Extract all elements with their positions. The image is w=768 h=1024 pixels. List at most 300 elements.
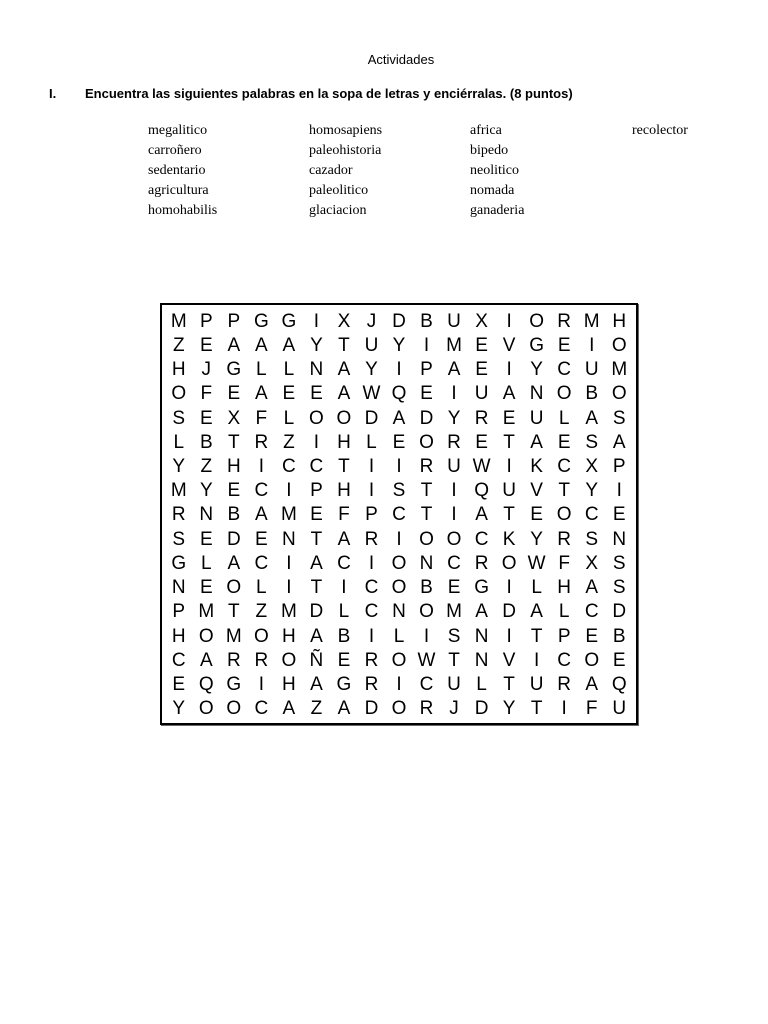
grid-letter[interactable]: E: [199, 528, 213, 550]
grid-letter[interactable]: U: [584, 359, 599, 381]
grid-letter[interactable]: Q: [198, 674, 214, 696]
grid-letter[interactable]: I: [313, 431, 320, 453]
grid-letter[interactable]: R: [557, 310, 572, 332]
grid-letter[interactable]: U: [364, 334, 379, 356]
grid-letter[interactable]: A: [282, 334, 296, 356]
grid-letter[interactable]: O: [611, 334, 627, 356]
grid-letter[interactable]: A: [255, 504, 268, 526]
grid-letter[interactable]: R: [226, 649, 241, 671]
grid-letter[interactable]: T: [503, 674, 515, 696]
grid-letter[interactable]: M: [280, 504, 297, 526]
grid-letter[interactable]: L: [531, 577, 542, 599]
grid-letter[interactable]: O: [529, 310, 545, 332]
grid-letter[interactable]: K: [530, 456, 543, 478]
grid-letter[interactable]: I: [423, 625, 430, 647]
grid-letter[interactable]: S: [172, 407, 186, 429]
grid-letter[interactable]: M: [583, 310, 600, 332]
grid-letter[interactable]: N: [282, 528, 296, 550]
grid-letter[interactable]: Y: [172, 698, 186, 720]
grid-letter[interactable]: P: [227, 310, 241, 332]
grid-letter[interactable]: C: [474, 528, 489, 550]
grid-letter[interactable]: A: [337, 359, 351, 381]
grid-letter[interactable]: M: [198, 601, 215, 623]
grid-letter[interactable]: Z: [255, 601, 268, 623]
grid-letter[interactable]: I: [286, 577, 292, 599]
grid-letter[interactable]: P: [365, 504, 378, 526]
grid-letter[interactable]: I: [534, 649, 540, 671]
grid-letter[interactable]: B: [612, 625, 626, 647]
grid-letter[interactable]: G: [253, 310, 269, 332]
grid-letter[interactable]: T: [228, 601, 240, 623]
grid-letter[interactable]: U: [529, 674, 544, 696]
grid-letter[interactable]: R: [171, 504, 186, 526]
grid-letter[interactable]: W: [472, 456, 491, 478]
grid-letter[interactable]: X: [337, 310, 351, 332]
grid-letter[interactable]: C: [584, 504, 599, 526]
grid-letter[interactable]: I: [258, 456, 264, 478]
grid-letter[interactable]: X: [585, 456, 599, 478]
grid-letter[interactable]: Q: [474, 480, 489, 502]
grid-letter[interactable]: G: [281, 310, 297, 332]
grid-letter[interactable]: A: [502, 383, 516, 405]
grid-letter[interactable]: F: [255, 407, 268, 429]
grid-letter[interactable]: I: [451, 383, 457, 405]
grid-letter[interactable]: U: [474, 383, 489, 405]
grid-letter[interactable]: O: [226, 577, 242, 599]
grid-letter[interactable]: E: [199, 407, 213, 429]
grid-letter[interactable]: Y: [447, 407, 461, 429]
grid-letter[interactable]: I: [561, 698, 567, 720]
word-list-item: glaciacion: [309, 203, 367, 218]
grid-letter[interactable]: R: [254, 431, 269, 453]
grid-letter[interactable]: M: [446, 601, 462, 623]
grid-letter[interactable]: B: [420, 577, 433, 599]
grid-letter[interactable]: P: [310, 480, 323, 502]
grid-letter[interactable]: A: [227, 552, 241, 574]
grid-letter[interactable]: E: [557, 334, 571, 356]
grid-letter[interactable]: I: [589, 334, 595, 356]
grid-letter[interactable]: H: [557, 577, 572, 599]
grid-letter[interactable]: A: [530, 601, 543, 623]
grid-letter[interactable]: G: [171, 552, 187, 574]
grid-letter[interactable]: X: [227, 407, 241, 429]
grid-letter[interactable]: A: [310, 625, 323, 647]
grid-letter[interactable]: N: [171, 577, 186, 599]
page-title: Actividades: [367, 52, 435, 67]
grid-letter[interactable]: O: [446, 528, 462, 550]
grid-letter[interactable]: J: [366, 310, 377, 332]
grid-letter[interactable]: Z: [283, 431, 295, 453]
grid-letter[interactable]: E: [475, 359, 488, 381]
grid-letter[interactable]: O: [336, 407, 352, 429]
grid-letter[interactable]: T: [420, 480, 433, 502]
grid-letter[interactable]: E: [310, 383, 323, 405]
grid-letter[interactable]: C: [584, 601, 599, 623]
grid-letter[interactable]: Y: [199, 480, 213, 502]
grid-letter[interactable]: I: [506, 577, 512, 599]
word-list-item: sedentario: [148, 163, 206, 178]
grid-letter[interactable]: E: [392, 431, 406, 453]
grid-letter[interactable]: S: [612, 407, 626, 429]
grid-letter[interactable]: L: [283, 407, 295, 429]
grid-letter[interactable]: E: [255, 528, 268, 550]
grid-letter[interactable]: W: [417, 649, 436, 671]
grid-letter[interactable]: L: [256, 359, 267, 381]
grid-letter[interactable]: Q: [391, 383, 407, 405]
grid-letter[interactable]: A: [199, 649, 213, 671]
grid-letter[interactable]: C: [364, 601, 379, 623]
grid-letter[interactable]: D: [226, 528, 241, 550]
grid-letter[interactable]: R: [447, 431, 461, 453]
grid-letter[interactable]: S: [585, 528, 599, 550]
grid-letter[interactable]: Z: [200, 456, 213, 478]
grid-letter[interactable]: A: [585, 577, 599, 599]
grid-letter[interactable]: C: [447, 552, 461, 574]
word-list-item: neolitico: [470, 163, 519, 178]
grid-letter[interactable]: P: [557, 625, 571, 647]
grid-letter[interactable]: H: [282, 674, 296, 696]
grid-letter[interactable]: C: [392, 504, 406, 526]
grid-letter[interactable]: E: [227, 383, 241, 405]
grid-letter[interactable]: O: [556, 504, 572, 526]
grid-letter[interactable]: L: [393, 625, 405, 647]
grid-letter[interactable]: L: [256, 577, 267, 599]
grid-letter[interactable]: I: [423, 334, 430, 356]
grid-letter[interactable]: H: [282, 625, 296, 647]
grid-letter[interactable]: R: [474, 407, 489, 429]
grid-letter[interactable]: C: [557, 649, 572, 671]
grid-letter[interactable]: C: [364, 577, 379, 599]
grid-letter[interactable]: A: [310, 674, 323, 696]
word-search-grid: [160, 303, 638, 725]
grid-letter[interactable]: C: [254, 698, 269, 720]
grid-letter[interactable]: H: [171, 359, 186, 381]
grid-letter[interactable]: G: [226, 359, 242, 381]
grid-letter[interactable]: A: [282, 698, 296, 720]
grid-letter[interactable]: Y: [310, 334, 323, 356]
grid-letter[interactable]: J: [201, 359, 212, 381]
grid-letter[interactable]: D: [309, 601, 324, 623]
grid-letter[interactable]: P: [420, 359, 433, 381]
grid-letter[interactable]: F: [200, 383, 213, 405]
grid-letter[interactable]: E: [502, 407, 516, 429]
grid-letter[interactable]: E: [612, 649, 626, 671]
grid-letter[interactable]: A: [337, 698, 351, 720]
grid-letter[interactable]: L: [476, 674, 487, 696]
grid-letter[interactable]: E: [199, 334, 213, 356]
grid-letter[interactable]: G: [529, 334, 545, 356]
grid-letter[interactable]: E: [282, 383, 296, 405]
grid-letter[interactable]: Y: [585, 480, 599, 502]
grid-letter[interactable]: M: [170, 310, 187, 332]
grid-letter[interactable]: O: [501, 552, 517, 574]
grid-letter[interactable]: E: [199, 577, 213, 599]
grid-letter[interactable]: S: [392, 480, 406, 502]
grid-letter[interactable]: N: [392, 601, 406, 623]
grid-letter[interactable]: O: [611, 383, 627, 405]
grid-letter[interactable]: I: [506, 310, 512, 332]
grid-letter[interactable]: W: [527, 552, 546, 574]
grid-letter[interactable]: E: [475, 334, 488, 356]
grid-letter[interactable]: T: [558, 480, 570, 502]
grid-letter[interactable]: S: [447, 625, 461, 647]
grid-letter[interactable]: O: [253, 625, 269, 647]
grid-letter[interactable]: R: [254, 649, 269, 671]
grid-letter[interactable]: D: [364, 698, 379, 720]
grid-letter[interactable]: I: [313, 310, 320, 332]
grid-letter[interactable]: O: [198, 698, 214, 720]
grid-letter[interactable]: I: [258, 674, 264, 696]
grid-letter[interactable]: I: [286, 480, 292, 502]
grid-letter[interactable]: L: [173, 431, 185, 453]
grid-letter[interactable]: O: [391, 649, 407, 671]
grid-letter[interactable]: D: [612, 601, 627, 623]
grid-letter[interactable]: P: [172, 601, 186, 623]
grid-letter[interactable]: N: [474, 649, 489, 671]
grid-letter[interactable]: A: [612, 431, 626, 453]
word-list-item: cazador: [309, 163, 353, 178]
grid-letter[interactable]: N: [309, 359, 324, 381]
grid-letter[interactable]: U: [612, 698, 627, 720]
grid-letter[interactable]: U: [447, 310, 461, 332]
grid-letter[interactable]: C: [557, 359, 572, 381]
grid-letter[interactable]: M: [225, 625, 242, 647]
grid-letter[interactable]: P: [612, 456, 626, 478]
grid-letter[interactable]: Z: [172, 334, 185, 356]
grid-letter[interactable]: A: [255, 334, 268, 356]
grid-letter[interactable]: O: [198, 625, 214, 647]
grid-letter[interactable]: O: [419, 601, 434, 623]
grid-letter[interactable]: S: [172, 528, 186, 550]
grid-letter[interactable]: O: [419, 431, 434, 453]
grid-letter[interactable]: P: [199, 310, 213, 332]
grid-letter[interactable]: E: [530, 504, 543, 526]
grid-letter[interactable]: E: [337, 649, 351, 671]
grid-letter[interactable]: I: [368, 552, 375, 574]
grid-letter[interactable]: I: [341, 577, 347, 599]
grid-letter[interactable]: I: [396, 528, 402, 550]
grid-letter[interactable]: G: [336, 674, 352, 696]
grid-letter[interactable]: T: [310, 528, 323, 550]
grid-letter[interactable]: S: [612, 577, 626, 599]
grid-letter[interactable]: D: [419, 407, 434, 429]
word-list-item: ganaderia: [470, 203, 525, 218]
instruction: [49, 86, 573, 101]
grid-letter[interactable]: I: [396, 674, 402, 696]
grid-letter[interactable]: Y: [530, 359, 543, 381]
grid-letter[interactable]: L: [366, 431, 377, 453]
grid-letter[interactable]: D: [364, 407, 379, 429]
grid-letter[interactable]: E: [612, 504, 626, 526]
grid-letter[interactable]: O: [556, 383, 572, 405]
grid-letter[interactable]: R: [474, 552, 489, 574]
grid-letter[interactable]: C: [282, 456, 296, 478]
grid-letter[interactable]: N: [419, 552, 434, 574]
grid-letter[interactable]: X: [475, 310, 488, 332]
grid-letter[interactable]: B: [227, 504, 241, 526]
word-list-item: paleolitico: [309, 183, 369, 198]
grid-letter[interactable]: R: [557, 528, 572, 550]
grid-letter[interactable]: I: [506, 625, 512, 647]
grid-letter[interactable]: F: [338, 504, 350, 526]
grid-letter[interactable]: R: [557, 674, 572, 696]
grid-letter[interactable]: Y: [392, 334, 406, 356]
grid-letter[interactable]: V: [502, 334, 516, 356]
grid-letter[interactable]: K: [502, 528, 516, 550]
word-list-item: homohabilis: [148, 203, 218, 218]
grid-letter[interactable]: A: [310, 552, 323, 574]
grid-letter[interactable]: C: [309, 456, 324, 478]
grid-letter[interactable]: I: [368, 480, 375, 502]
grid-letter[interactable]: I: [396, 359, 402, 381]
grid-letter[interactable]: E: [227, 480, 241, 502]
grid-letter[interactable]: M: [170, 480, 187, 502]
grid-letter[interactable]: O: [391, 698, 407, 720]
grid-letter[interactable]: G: [226, 674, 242, 696]
grid-letter[interactable]: Y: [502, 698, 516, 720]
grid-letter[interactable]: F: [585, 698, 598, 720]
grid-letter[interactable]: Z: [310, 698, 323, 720]
grid-letter[interactable]: E: [585, 625, 599, 647]
grid-letter[interactable]: B: [337, 625, 351, 647]
grid-letter[interactable]: D: [502, 601, 516, 623]
grid-letter[interactable]: C: [254, 552, 269, 574]
grid-letter[interactable]: A: [255, 383, 268, 405]
grid-letter[interactable]: T: [503, 504, 515, 526]
grid-letter[interactable]: A: [337, 528, 351, 550]
grid-letter[interactable]: Y: [365, 359, 378, 381]
grid-letter[interactable]: A: [337, 383, 351, 405]
grid-letter[interactable]: B: [585, 383, 599, 405]
grid-letter[interactable]: N: [612, 528, 627, 550]
grid-letter[interactable]: A: [447, 359, 461, 381]
grid-letter[interactable]: E: [310, 504, 323, 526]
grid-letter[interactable]: T: [530, 698, 543, 720]
grid-letter[interactable]: S: [612, 552, 626, 574]
grid-letter[interactable]: A: [585, 407, 599, 429]
grid-letter[interactable]: N: [529, 383, 544, 405]
grid-letter[interactable]: A: [227, 334, 241, 356]
grid-letter[interactable]: L: [558, 407, 570, 429]
grid-letter[interactable]: H: [337, 431, 351, 453]
grid-letter[interactable]: A: [475, 601, 488, 623]
grid-letter[interactable]: R: [364, 528, 379, 550]
grid-letter[interactable]: C: [337, 552, 351, 574]
grid-letter[interactable]: E: [420, 383, 433, 405]
grid-letter[interactable]: E: [475, 431, 488, 453]
grid-letter[interactable]: O: [584, 649, 600, 671]
grid-letter[interactable]: O: [226, 698, 242, 720]
grid-letter[interactable]: Ñ: [309, 649, 324, 671]
grid-letter[interactable]: I: [506, 359, 512, 381]
grid-letter[interactable]: U: [447, 674, 461, 696]
grid-letter[interactable]: C: [557, 456, 572, 478]
grid-letter[interactable]: H: [337, 480, 351, 502]
grid-letter[interactable]: R: [419, 456, 434, 478]
grid-letter[interactable]: I: [451, 504, 457, 526]
grid-letter[interactable]: L: [558, 601, 570, 623]
grid-letter[interactable]: O: [419, 528, 434, 550]
grid-letter[interactable]: M: [280, 601, 297, 623]
grid-letter[interactable]: I: [368, 625, 375, 647]
grid-letter[interactable]: L: [283, 359, 295, 381]
grid-letter[interactable]: T: [448, 649, 460, 671]
grid-letter[interactable]: B: [199, 431, 213, 453]
grid-letter[interactable]: A: [392, 407, 406, 429]
grid-letter[interactable]: C: [171, 649, 186, 671]
grid-letter[interactable]: H: [226, 456, 241, 478]
grid-letter[interactable]: I: [286, 552, 292, 574]
grid-letter[interactable]: A: [530, 431, 543, 453]
grid-letter[interactable]: S: [585, 431, 599, 453]
grid-letter[interactable]: D: [392, 310, 406, 332]
grid-letter[interactable]: T: [420, 504, 433, 526]
grid-letter[interactable]: U: [447, 456, 461, 478]
grid-letter[interactable]: O: [281, 649, 297, 671]
grid-letter[interactable]: N: [474, 625, 489, 647]
grid-letter[interactable]: R: [364, 649, 379, 671]
grid-letter[interactable]: D: [474, 698, 489, 720]
grid-letter[interactable]: T: [530, 625, 543, 647]
grid-letter[interactable]: L: [338, 601, 350, 623]
grid-letter[interactable]: X: [585, 552, 599, 574]
grid-letter[interactable]: R: [364, 674, 379, 696]
grid-letter[interactable]: T: [310, 577, 323, 599]
grid-letter[interactable]: Q: [611, 674, 627, 696]
grid-letter[interactable]: R: [419, 698, 434, 720]
grid-letter[interactable]: E: [447, 577, 461, 599]
grid-letter[interactable]: O: [391, 552, 407, 574]
grid-letter[interactable]: O: [171, 383, 187, 405]
grid-letter[interactable]: C: [419, 674, 434, 696]
grid-letter[interactable]: F: [558, 552, 570, 574]
grid-letter[interactable]: A: [585, 674, 599, 696]
grid-letter[interactable]: T: [503, 431, 515, 453]
grid-letter[interactable]: V: [530, 480, 543, 502]
word-list-item: nomada: [470, 183, 515, 198]
grid-letter[interactable]: Y: [530, 528, 543, 550]
grid-letter[interactable]: H: [171, 625, 186, 647]
grid-letter[interactable]: Y: [172, 456, 186, 478]
grid-letter[interactable]: U: [502, 480, 516, 502]
grid-letter[interactable]: O: [391, 577, 407, 599]
grid-letter[interactable]: A: [475, 504, 488, 526]
grid-letter[interactable]: E: [172, 674, 186, 696]
grid-letter[interactable]: V: [502, 649, 516, 671]
grid-letter[interactable]: T: [338, 334, 350, 356]
grid-letter[interactable]: B: [420, 310, 433, 332]
grid-letter[interactable]: U: [529, 407, 544, 429]
grid-letter[interactable]: I: [368, 456, 375, 478]
grid-letter[interactable]: I: [506, 456, 512, 478]
grid-letter[interactable]: M: [611, 359, 628, 381]
grid-letter[interactable]: O: [309, 407, 324, 429]
grid-letter[interactable]: E: [557, 431, 571, 453]
grid-letter[interactable]: T: [338, 456, 350, 478]
grid-letter[interactable]: G: [474, 577, 489, 599]
grid-letter[interactable]: I: [616, 480, 622, 502]
grid-letter[interactable]: I: [451, 480, 457, 502]
grid-letter[interactable]: H: [612, 310, 627, 332]
grid-letter[interactable]: W: [362, 383, 381, 405]
grid-letter[interactable]: L: [200, 552, 212, 574]
grid-letter[interactable]: I: [396, 456, 402, 478]
grid-letter[interactable]: M: [446, 334, 462, 356]
grid-letter[interactable]: N: [199, 504, 214, 526]
grid-letter[interactable]: T: [228, 431, 240, 453]
grid-letter[interactable]: J: [449, 698, 459, 720]
grid-letter[interactable]: C: [254, 480, 269, 502]
